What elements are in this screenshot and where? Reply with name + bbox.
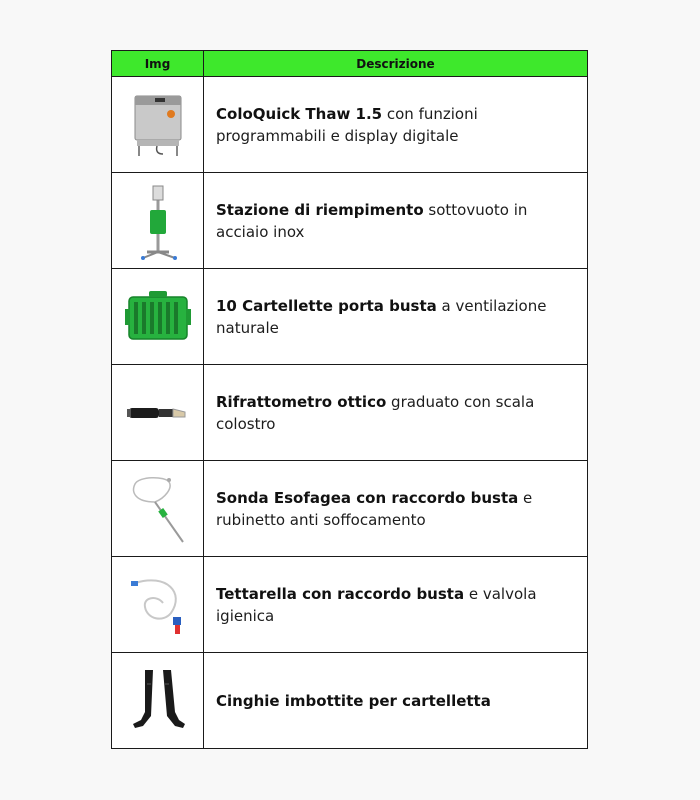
table-row [112, 77, 588, 173]
row-description [204, 269, 588, 365]
thawing-machine-icon [127, 92, 189, 158]
row-description [204, 77, 588, 173]
row-image-cell [112, 269, 204, 365]
table-row [112, 365, 588, 461]
row-image-cell [112, 365, 204, 461]
header-description: Descrizione [204, 51, 588, 77]
table-row [112, 173, 588, 269]
row-description [204, 461, 588, 557]
table-row [112, 461, 588, 557]
filling-station-icon [133, 182, 183, 260]
product-name: ColoQuick Thaw 1.5 [216, 104, 383, 123]
header-img: Img [112, 51, 204, 77]
table-header-row [112, 51, 588, 77]
product-name: Sonda Esofagea con raccordo busta [216, 488, 519, 507]
row-image-cell [112, 557, 204, 653]
product-details: graduato con scala colostro [216, 392, 535, 433]
table-row [112, 653, 588, 749]
product-details: e valvola igienica [216, 584, 537, 625]
refractometer-icon [125, 398, 191, 428]
product-details: e rubinetto anti soffocamento [216, 488, 533, 529]
row-image-cell [112, 77, 204, 173]
product-name: Stazione di riempimento [216, 200, 424, 219]
product-details: sottovuoto in acciaio inox [216, 200, 528, 241]
row-image-cell [112, 653, 204, 749]
product-name: Rifrattometro ottico [216, 392, 387, 411]
product-name: Cinghie imbottite per cartelletta [216, 691, 491, 710]
row-description [204, 173, 588, 269]
product-name: 10 Cartellette porta busta [216, 296, 437, 315]
row-image-cell [112, 173, 204, 269]
table-row [112, 269, 588, 365]
product-name: Tettarella con raccordo busta [216, 584, 465, 603]
esophageal-probe-icon [125, 472, 191, 546]
row-description [204, 557, 588, 653]
row-description [204, 365, 588, 461]
table-row [112, 557, 588, 653]
product-details: con funzioni programmabili e display digitale [216, 104, 478, 145]
row-description [204, 653, 588, 749]
teat-tube-icon [127, 573, 189, 637]
padded-straps-icon [125, 666, 191, 736]
row-image-cell [112, 461, 204, 557]
product-table [111, 50, 588, 749]
product-details: a ventilazione naturale [216, 296, 547, 337]
bag-holder-icon [125, 289, 191, 345]
